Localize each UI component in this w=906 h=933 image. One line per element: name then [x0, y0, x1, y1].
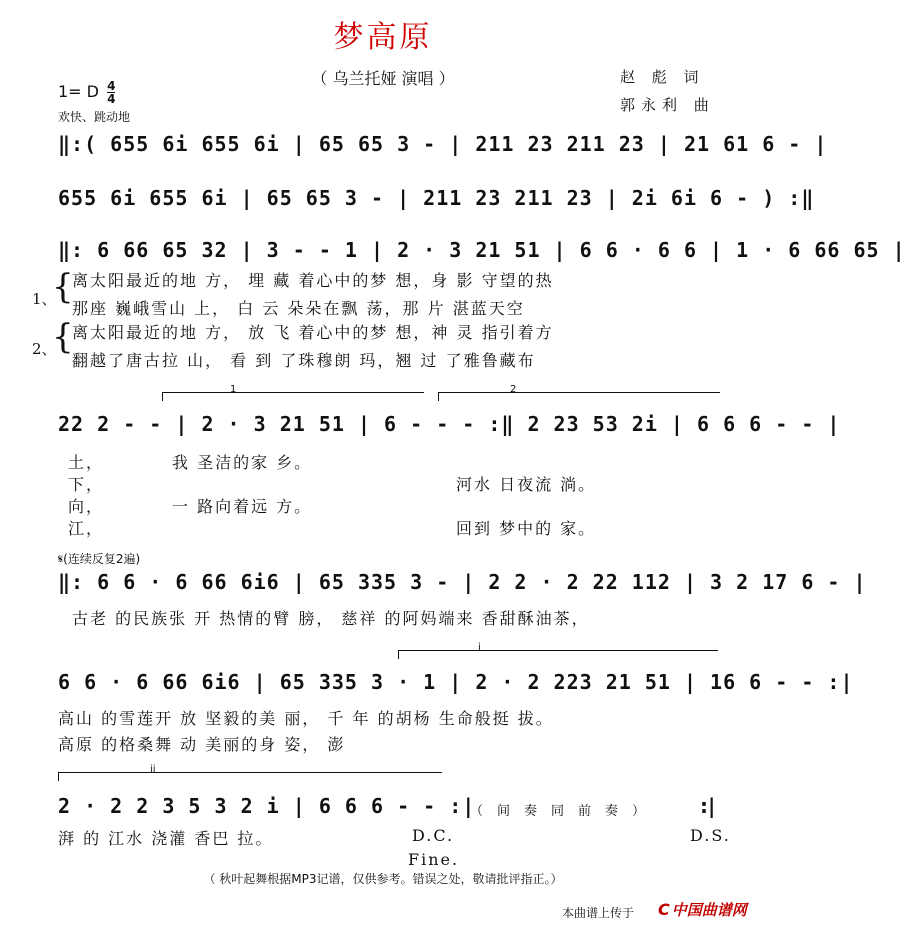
verse-brace-2: { [52, 317, 74, 357]
volta-ii-tick [58, 772, 59, 781]
transcriber-note: （ 秋叶起舞根据MP3记谱，仅供参考。错误之处，敬请批评指正。） [203, 872, 563, 886]
volta-1-tick [162, 392, 163, 401]
music-line-1: ‖:( 655 6i 655 6i | 65 65 3 - | 211 23 211 23 | 21 61 6 - | [58, 132, 828, 156]
verse1-line-a: 离太阳最近的地 方， 埋 藏 着心中的梦 想，身 影 守望的热 [72, 271, 554, 290]
endings-lyric-2b: 河水 日夜流 淌。 [456, 475, 597, 494]
music-line-4: 22 2 - - | 2 · 3 21 51 | 6 - - - :‖ 2 23 53 2i | 6 6 6 - - | [58, 412, 841, 436]
verse1-line-b: 那座 巍峨雪山 上， 白 云 朵朵在飘 荡，那 片 湛蓝天空 [72, 299, 525, 318]
time-signature: $\frac{4}{4}$ [107, 79, 116, 106]
chorus-line-2a: 高山 的雪莲开 放 坚毅的美 丽， 千 年 的胡杨 生命般挺 拔。 [58, 709, 554, 728]
verse-brace-1: { [52, 267, 74, 307]
verse-label-2: 2、 [32, 340, 57, 358]
endings-lyric-4a: 江， [68, 519, 105, 538]
verse2-line-a: 离太阳最近的地 方， 放 飞 着心中的梦 想，神 灵 指引着方 [72, 323, 554, 342]
volta-2-number: 2 [510, 384, 517, 395]
composer-credit: 郭永利 曲 [620, 96, 715, 114]
song-title: 梦高原 [333, 20, 433, 55]
key-label: 1= D [58, 82, 99, 101]
tempo-marking: 欢快、跳动地 [58, 110, 131, 124]
volta-i-tick [398, 650, 399, 659]
ds-marker: D.S. [690, 826, 731, 845]
logo-icon: C [658, 900, 670, 919]
volta-ii-number: ii [150, 764, 156, 775]
music-line-6: 6 6 · 6 66 6i6 | 65 335 3 · 1 | 2 · 2 223 21 51 | 16 6 - - :| [58, 670, 854, 694]
ending-lyric: 湃 的 江水 浇灌 香巴 拉。 [58, 829, 274, 848]
dc-marker: D.C. [412, 826, 455, 845]
music-line-2: 655 6i 655 6i | 65 65 3 - | 211 23 211 23 | 2i 6i 6 - ) :‖ [58, 186, 815, 210]
endings-lyric-1a: 土， [68, 453, 105, 472]
volta-i-bracket [398, 650, 718, 651]
lyricist-credit: 赵 彪 词 [620, 68, 705, 86]
endings-lyric-3b: 一 路向着远 方。 [172, 497, 313, 516]
endings-lyric-1b: 我 圣洁的家 乡。 [172, 453, 313, 472]
chorus-line-1: 古老 的民族张 开 热情的臂 膀， 慈祥 的阿妈端来 香甜酥油茶， [72, 609, 590, 628]
music-line-3: ‖: 6 66 65 32 | 3 - - 1 | 2 · 3 21 51 | 6 6 · 6 6 | 1 · 6 66 65 | [58, 238, 906, 262]
music-line-5: ‖: 6 6 · 6 66 6i6 | 65 335 3 - | 2 2 · 2 22 112 | 3 2 17 6 - | [58, 570, 867, 594]
fine-marker: Fine. [408, 850, 460, 869]
verse2-line-b: 翻越了唐古拉 山， 看 到 了珠穆朗 玛，翘 过 了雅鲁藏布 [72, 351, 536, 370]
volta-1-bracket [162, 392, 424, 393]
endings-lyric-3a: 向， [68, 497, 105, 516]
key-signature [58, 80, 115, 105]
segno-instruction: 𝄋(连续反复2遍) [58, 552, 141, 566]
volta-i-number: i [478, 642, 481, 653]
verse-label-1: 1、 [32, 290, 57, 308]
volta-2-tick [438, 392, 439, 401]
music-line-7: 2 · 2 2 3 5 3 2 i | 6 6 6 - - :| [58, 794, 476, 818]
segno-icon: 𝄋 [58, 552, 64, 566]
volta-ii-bracket [58, 772, 442, 773]
upload-label: 本曲谱上传于 [562, 906, 635, 920]
endings-lyric-2a: 下， [68, 475, 105, 494]
repeat-end-sign: :| [700, 794, 716, 818]
chorus-line-2b: 高原 的格桑舞 动 美丽的身 姿， 澎 [58, 735, 346, 754]
singer-line: （ 乌兰托娅 演唱 ） [311, 69, 455, 88]
interlude-note: （间奏同前奏） [470, 804, 660, 819]
volta-1-number: 1 [230, 384, 237, 395]
site-logo[interactable]: C 中国曲谱网 [658, 900, 747, 919]
endings-lyric-4b: 回到 梦中的 家。 [456, 519, 597, 538]
volta-2-bracket [438, 392, 720, 393]
